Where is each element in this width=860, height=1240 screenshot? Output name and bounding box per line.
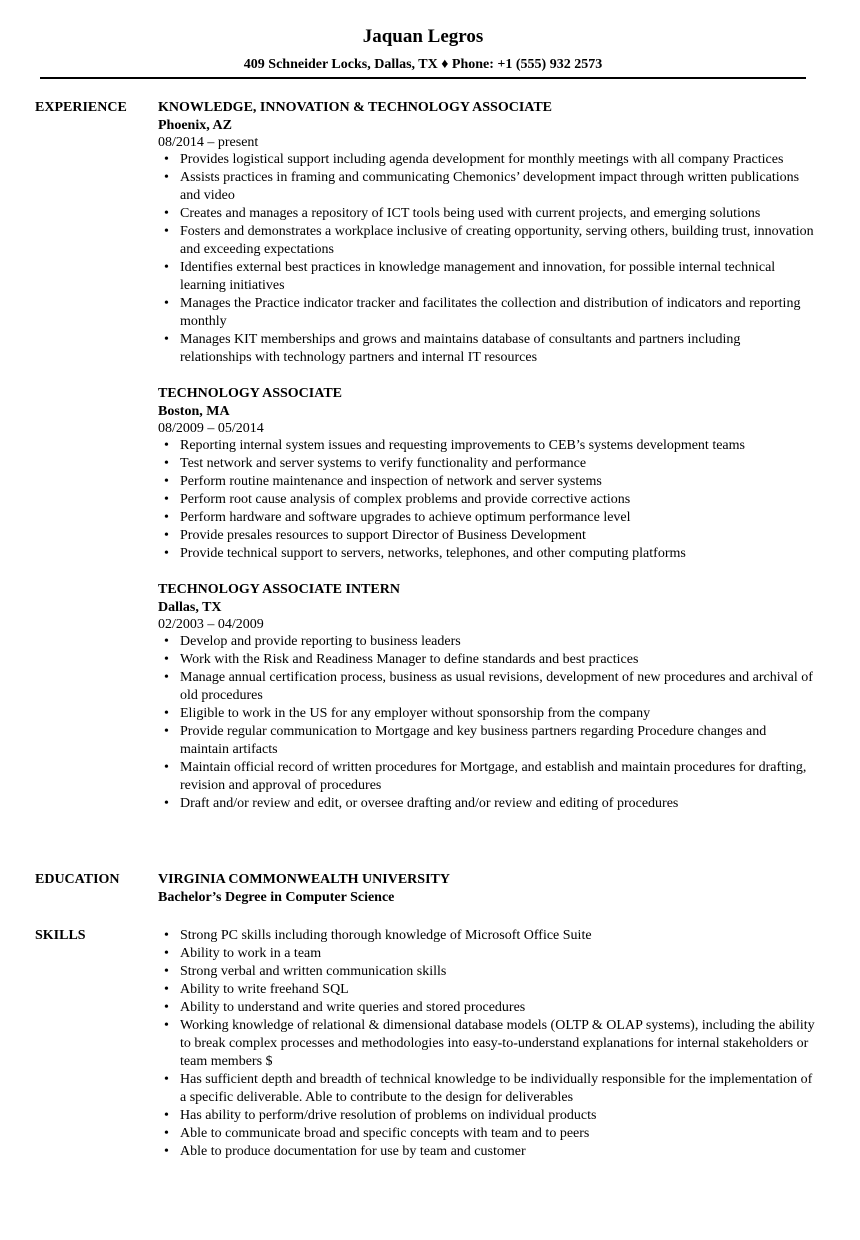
bullet-icon: • (164, 928, 169, 943)
list-item (158, 509, 815, 527)
list-item (158, 999, 815, 1017)
list-item-text: Strong verbal and written communication skills (180, 964, 447, 979)
bullet-icon: • (164, 546, 169, 561)
skills-list (158, 927, 815, 1161)
job-dates: 08/2014 – present (158, 135, 259, 150)
bullet-icon: • (164, 946, 169, 961)
list-item-text: Reporting internal system issues and requesting improvements to CEB’s systems development teams (180, 438, 745, 453)
list-item (158, 963, 815, 981)
bullet-icon: • (164, 760, 169, 775)
bullet-icon: • (164, 170, 169, 185)
bullet-icon: • (164, 724, 169, 739)
list-item (158, 1107, 815, 1125)
list-item (158, 491, 815, 509)
list-item-text: Has ability to perform/drive resolution of problems on individual products (180, 1108, 597, 1123)
bullet-icon: • (164, 528, 169, 543)
list-item (158, 205, 815, 223)
bullet-icon: • (164, 1072, 169, 1087)
list-item-text: Provide regular communication to Mortgage and key business partners regarding Procedure changes and maintain artifacts (180, 724, 767, 757)
list-item-text: Test network and server systems to verify functionality and performance (180, 456, 587, 471)
list-item (158, 759, 815, 795)
list-item-text: Perform root cause analysis of complex problems and provide corrective actions (180, 492, 631, 507)
list-item-text: Perform hardware and software upgrades to achieve optimum performance level (180, 510, 631, 525)
job-bullets (158, 151, 815, 367)
list-item-text: Manages the Practice indicator tracker and facilitates the collection and distribution of indicators and reporting monthly (180, 296, 801, 329)
list-item (158, 437, 815, 455)
list-item (158, 633, 815, 651)
header-divider (40, 77, 806, 79)
bullet-icon: • (164, 260, 169, 275)
list-item-text: Identifies external best practices in knowledge management and innovation, for possible internal technical learning initiatives (180, 260, 776, 293)
resume-header (40, 26, 806, 73)
list-item-text: Develop and provide reporting to business leaders (180, 634, 461, 649)
list-item (158, 723, 815, 759)
list-item-text: Ability to work in a team (180, 946, 322, 961)
list-item (158, 981, 815, 999)
job-dates: 08/2009 – 05/2014 (158, 421, 264, 436)
job-entry (158, 385, 815, 563)
bullet-icon: • (164, 206, 169, 221)
degree: Bachelor’s Degree in Computer Science (158, 890, 395, 905)
bullet-icon: • (164, 634, 169, 649)
bullet-icon: • (164, 438, 169, 453)
list-item-text: Creates and manages a repository of ICT tools being used with current projects, and emerging solutions (180, 206, 761, 221)
list-item (158, 651, 815, 669)
bullet-icon: • (164, 510, 169, 525)
job-title: KNOWLEDGE, INNOVATION & TECHNOLOGY ASSOCIATE (158, 100, 553, 115)
list-item-text: Provide technical support to servers, networks, telephones, and other computing platforms (180, 546, 686, 561)
bullet-icon: • (164, 796, 169, 811)
job-title: TECHNOLOGY ASSOCIATE (158, 386, 342, 401)
section-label-experience: EXPERIENCE (35, 100, 127, 115)
list-item (158, 927, 815, 945)
bullet-icon: • (164, 982, 169, 997)
school-name: VIRGINIA COMMONWEALTH UNIVERSITY (158, 872, 450, 887)
list-item-text: Work with the Risk and Readiness Manager to define standards and best practices (180, 652, 639, 667)
bullet-icon: • (164, 332, 169, 347)
job-location: Boston, MA (158, 404, 230, 419)
list-item (158, 1017, 815, 1071)
list-item (158, 669, 815, 705)
list-item (158, 455, 815, 473)
list-item (158, 945, 815, 963)
job-dates: 02/2003 – 04/2009 (158, 617, 264, 632)
list-item (158, 795, 815, 813)
bullet-icon: • (164, 1018, 169, 1033)
job-bullets (158, 633, 815, 813)
list-item (158, 223, 815, 259)
bullet-icon: • (164, 1126, 169, 1141)
list-item-text: Provides logistical support including agenda development for monthly meetings with all company Practices (180, 152, 784, 167)
list-item-text: Able to communicate broad and specific concepts with team and to peers (180, 1126, 590, 1141)
bullet-icon: • (164, 152, 169, 167)
list-item-text: Ability to understand and write queries and stored procedures (180, 1000, 526, 1015)
list-item (158, 169, 815, 205)
list-item-text: Able to produce documentation for use by team and customer (180, 1144, 526, 1159)
section-label-skills: SKILLS (35, 928, 86, 943)
list-item-text: Manages KIT memberships and grows and maintains database of consultants and partners including relationships with technology partners and internal IT resources (180, 332, 741, 365)
list-item (158, 1125, 815, 1143)
bullet-icon: • (164, 456, 169, 471)
list-item-text: Has sufficient depth and breadth of technical knowledge to be individually responsible for the implementation of a specific deliverable. Able to contribute to the design for deliverables (180, 1072, 813, 1105)
contact-line: 409 Schneider Locks, Dallas, TX ♦ Phone: +1 (555) 932 2573 (243, 57, 603, 72)
list-item-text: Perform routine maintenance and inspection of network and server systems (180, 474, 602, 489)
list-item (158, 295, 815, 331)
list-item-text: Strong PC skills including thorough knowledge of Microsoft Office Suite (180, 928, 592, 943)
bullet-icon: • (164, 1000, 169, 1015)
list-item (158, 705, 815, 723)
bullet-icon: • (164, 964, 169, 979)
candidate-name: Jaquan Legros (362, 26, 484, 47)
list-item-text: Working knowledge of relational & dimensional database models (OLTP & OLAP systems), including the ability to break complex processes and methodologies into easy-to-understand explanations for internal stakeholders or team members $ (180, 1018, 815, 1069)
list-item-text: Provide presales resources to support Director of Business Development (180, 528, 586, 543)
job-bullets (158, 437, 815, 563)
list-item (158, 545, 815, 563)
job-title: TECHNOLOGY ASSOCIATE INTERN (158, 582, 400, 597)
list-item (158, 1143, 815, 1161)
list-item-text: Eligible to work in the US for any employer without sponsorship from the company (180, 706, 651, 721)
list-item-text: Fosters and demonstrates a workplace inclusive of creating opportunity, serving others, building trust, innovation and exceeding expectations (180, 224, 814, 257)
experience-list (158, 99, 815, 831)
education-entry (158, 871, 815, 907)
bullet-icon: • (164, 1108, 169, 1123)
list-item-text: Ability to write freehand SQL (180, 982, 349, 997)
list-item (158, 1071, 815, 1107)
bullet-icon: • (164, 474, 169, 489)
list-item (158, 331, 815, 367)
job-location: Phoenix, AZ (158, 118, 232, 133)
list-item-text: Manage annual certification process, business as usual revisions, development of new procedures and archival of old procedures (180, 670, 813, 703)
skills-list-wrapper (158, 927, 815, 1161)
bullet-icon: • (164, 492, 169, 507)
list-item (158, 259, 815, 295)
job-location: Dallas, TX (158, 600, 222, 615)
bullet-icon: • (164, 652, 169, 667)
list-item (158, 473, 815, 491)
list-item-text: Maintain official record of written procedures for Mortgage, and establish and maintain procedures for drafting, revision and approval of procedures (180, 760, 807, 793)
list-item-text: Assists practices in framing and communicating Chemonics’ development impact through written publications and video (180, 170, 800, 203)
bullet-icon: • (164, 224, 169, 239)
job-entry (158, 99, 815, 367)
list-item (158, 151, 815, 169)
bullet-icon: • (164, 670, 169, 685)
bullet-icon: • (164, 296, 169, 311)
list-item (158, 527, 815, 545)
job-entry (158, 581, 815, 813)
list-item-text: Draft and/or review and edit, or oversee drafting and/or review and editing of procedures (180, 796, 679, 811)
section-label-education: EDUCATION (35, 872, 120, 887)
bullet-icon: • (164, 706, 169, 721)
bullet-icon: • (164, 1144, 169, 1159)
